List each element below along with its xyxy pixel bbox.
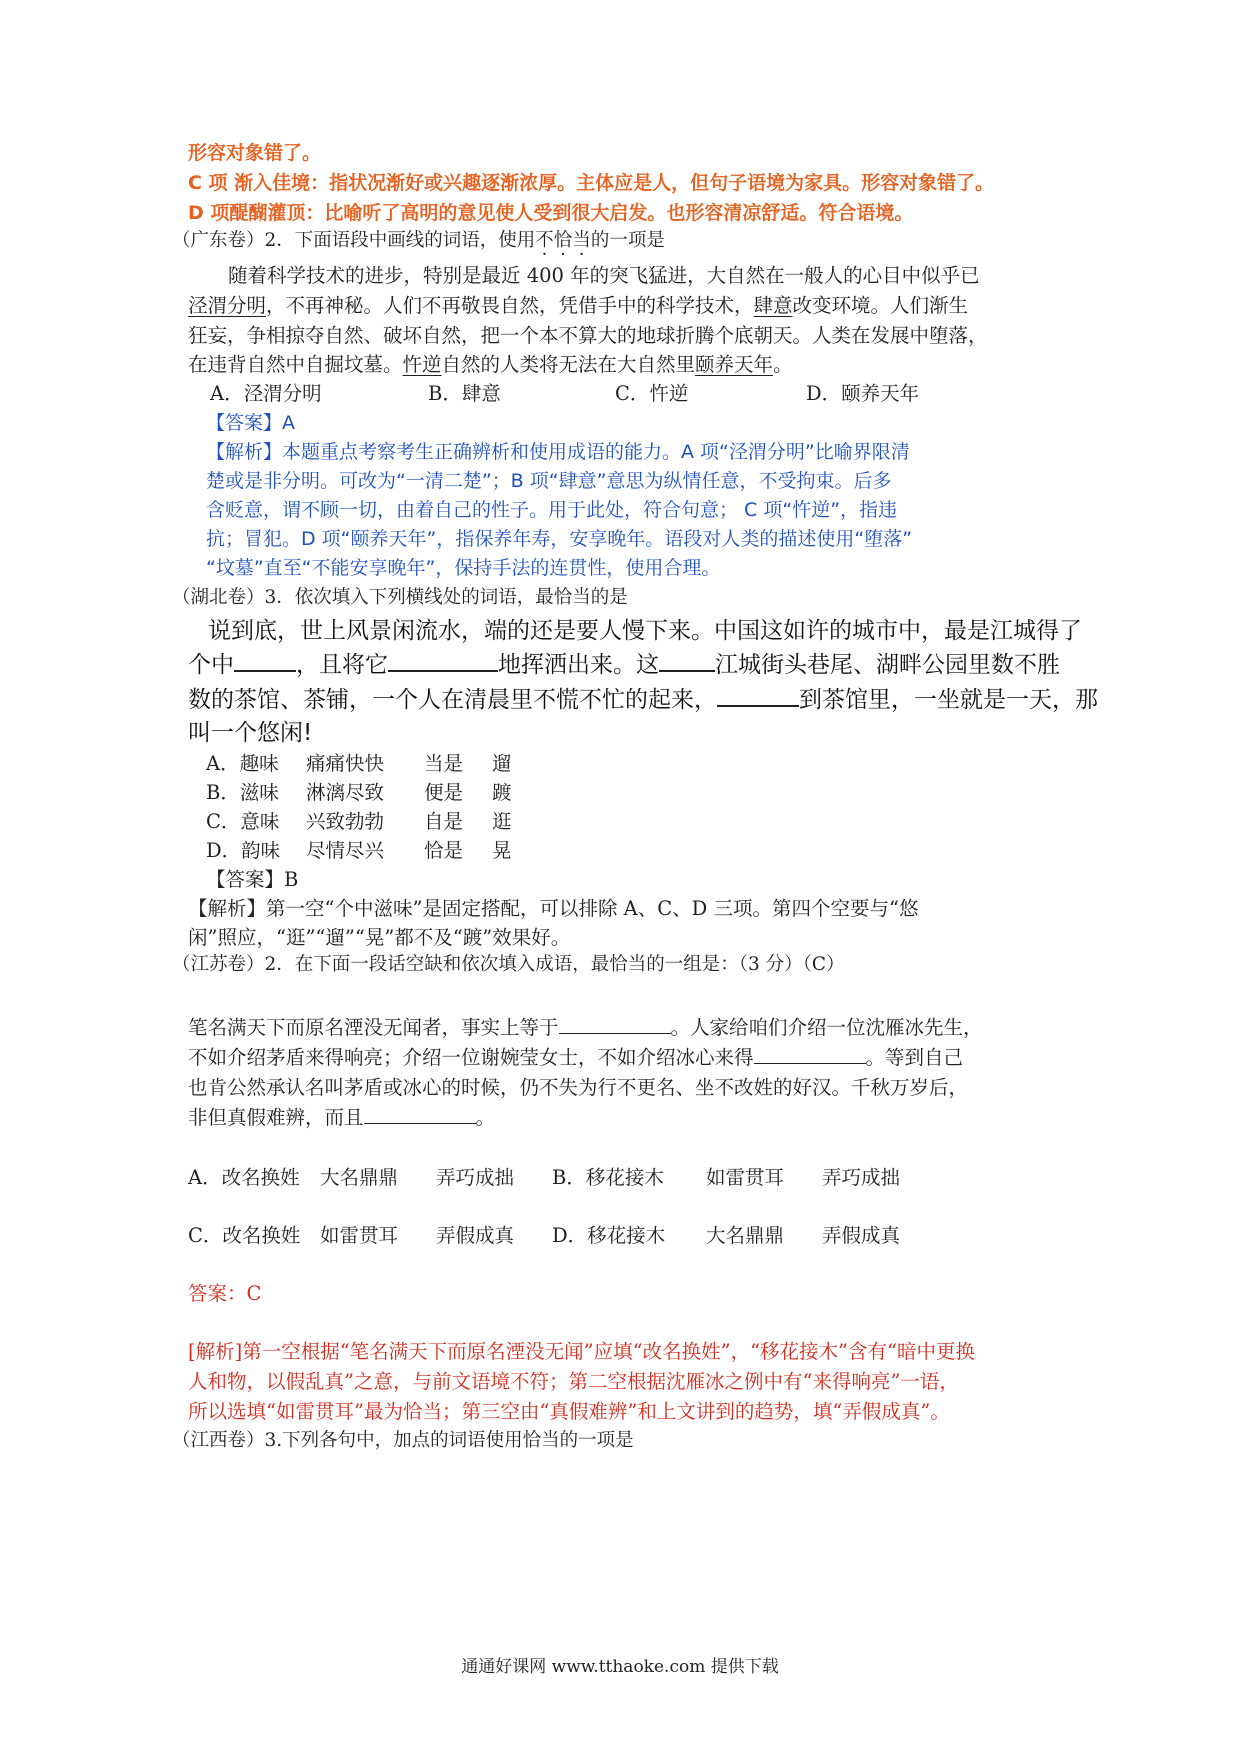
option-a-word3: 当是 bbox=[424, 752, 464, 775]
passage-line: 也肯公然承认名叫茅盾或冰心的时候，仍不失为行不更名、坐不改姓的好汉。千秋万岁后， bbox=[188, 1076, 969, 1099]
option-d: D．颐养天年 bbox=[806, 382, 920, 405]
option-b-word4: 踱 bbox=[492, 781, 512, 804]
passage-line: 非但真假难辨，而且 。 bbox=[188, 1102, 495, 1130]
option-b: B．移花接木 bbox=[552, 1166, 664, 1189]
option-c: C．忤逆 bbox=[615, 382, 689, 405]
passage-line: 叫一个悠闲! bbox=[188, 720, 313, 746]
option-a: A．泾渭分明 bbox=[210, 382, 322, 405]
option-b-word3: 弄巧成拙 bbox=[822, 1166, 901, 1189]
option-c: C．意味 bbox=[206, 810, 280, 833]
option-d-word4: 晃 bbox=[492, 839, 512, 862]
option-b-word2: 如雷贯耳 bbox=[706, 1166, 785, 1189]
passage-line: 随着科学技术的进步，特别是最近 400 年的突飞猛进，大自然在一般人的心目中似乎已 bbox=[228, 264, 980, 287]
question-hubei-3-heading: （湖北卷）3．依次填入下列横线处的词语，最恰当的是 bbox=[172, 587, 628, 608]
explanation-line: 闲”照应，“逛”“遛”“晃”都不及“踱”效果好。 bbox=[188, 926, 571, 949]
option-d-word2: 尽情尽兴 bbox=[306, 839, 385, 862]
passage-line: 泾渭分明，不再神秘。人们不再敬畏自然，凭借手中的科学技术，肆意改变环境。人们渐生 bbox=[188, 294, 969, 317]
option-c-word3: 弄假成真 bbox=[436, 1224, 515, 1247]
option-a-word4: 遛 bbox=[492, 752, 512, 775]
prev-explanation-d: D 项醍醐灌顶：比喻听了高明的意见使人受到很大启发。也形容清凉舒适。符合语境。 bbox=[188, 202, 914, 224]
option-a: A．改名换姓 bbox=[188, 1166, 300, 1189]
answer-label: 【答案】B bbox=[206, 868, 299, 891]
page-footer: 通通好课网 www.tthaoke.com 提供下载 bbox=[461, 1657, 779, 1677]
question-jiangsu-2-heading: （江苏卷）2．在下面一段话空缺和依次填入成语，最恰当的一组是：（3 分）（C） bbox=[172, 954, 845, 975]
passage-line: 在违背自然中自掘坟墓。忤逆自然的人类将无法在大自然里颐养天年。 bbox=[188, 353, 793, 376]
option-c-word2: 如雷贯耳 bbox=[320, 1224, 399, 1247]
option-d-word3: 恰是 bbox=[424, 839, 464, 862]
passage-line: 笔名满天下而原名湮没无闻者，事实上等于 。人家给咱们介绍一位沈雁冰先生， bbox=[188, 1012, 983, 1040]
explanation-line: 抗；冒犯。D 项“颐养天年”，指保养年寿，安享晚年。语段对人类的描述使用“堕落” bbox=[206, 528, 913, 550]
passage-line: 狂妄，争相掠夺自然、破坏自然，把一个本不算大的地球折腾个底朝天。人类在发展中堕落， bbox=[188, 324, 988, 347]
passage-line: 个中 ，且将它 地挥洒出来。这 江城街头巷尾、湖畔公园里数不胜 bbox=[188, 646, 1060, 679]
option-a-word2: 大名鼎鼎 bbox=[320, 1166, 399, 1189]
answer-label: 【答案】A bbox=[206, 412, 295, 434]
explanation-line: 含贬意，谓不顾一切，由着自己的性子。用于此处，符合句意； C 项“忤逆”，指违 bbox=[206, 499, 898, 521]
option-b: B．滋味 bbox=[206, 781, 279, 804]
question-guangdong-2-heading: （广东卷）2．下面语段中画线的词语，使用不恰当的一项是 bbox=[172, 230, 665, 251]
prev-explanation-c: C 项 渐入佳境：指状况渐好或兴趣逐渐浓厚。主体应是人，但句子语境为家具。形容对象错了。 bbox=[188, 172, 995, 194]
option-c-word3: 自是 bbox=[424, 810, 464, 833]
option-c-word2: 兴致勃勃 bbox=[306, 810, 385, 833]
option-c-word4: 逛 bbox=[492, 810, 512, 833]
option-a: A．趣味 bbox=[206, 752, 279, 775]
answer-label: 答案：C bbox=[188, 1282, 262, 1305]
option-c: C．改名换姓 bbox=[188, 1224, 301, 1247]
option-d: D．移花接木 bbox=[552, 1224, 666, 1247]
option-d: D．韵味 bbox=[206, 839, 281, 862]
passage-line: 不如介绍茅盾来得响亮；介绍一位谢婉莹女士，不如介绍冰心来得 。等到自己 bbox=[188, 1042, 963, 1070]
option-a-word3: 弄巧成拙 bbox=[436, 1166, 515, 1189]
explanation-line: 【解析】第一空“个中滋味”是固定搭配，可以排除 A、C、D 三项。第四个空要与“悠 bbox=[188, 897, 919, 920]
explanation-line: 所以选填“如雷贯耳”最为恰当；第三空由“真假难辨”和上文讲到的趋势，填“弄假成真”。 bbox=[188, 1400, 950, 1423]
option-b-word3: 便是 bbox=[424, 781, 464, 804]
option-d-word2: 大名鼎鼎 bbox=[706, 1224, 785, 1247]
explanation-line: 【解析】本题重点考察考生正确辨析和使用成语的能力。A 项“泾渭分明”比喻界限清 bbox=[206, 441, 910, 463]
option-b: B．肆意 bbox=[428, 382, 501, 405]
passage-line: 说到底，世上风景闲流水，端的还是要人慢下来。中国这如许的城市中，最是江城得了 bbox=[208, 618, 1082, 644]
explanation-line: 人和物，以假乱真”之意，与前文语境不符；第二空根据沈雁冰之例中有“来得响亮”一语， bbox=[188, 1370, 959, 1393]
passage-line: 数的茶馆、茶铺，一个人在清晨里不慌不忙的起来， 到茶馆里，一坐就是一天，那 bbox=[188, 681, 1098, 714]
option-d-word3: 弄假成真 bbox=[822, 1224, 901, 1247]
explanation-line: [解析]第一空根据“笔名满天下而原名湮没无闻”应填“改名换姓”，“移花接木”含有“暗中更换 bbox=[188, 1340, 975, 1363]
prev-explanation-tail: 形容对象错了。 bbox=[188, 142, 322, 164]
option-b-word2: 淋漓尽致 bbox=[306, 781, 385, 804]
option-a-word2: 痛痛快快 bbox=[306, 752, 385, 775]
question-jiangxi-3-heading: （江西卷）3.下列各句中，加点的词语使用恰当的一项是 bbox=[172, 1430, 634, 1451]
explanation-line: 楚或是非分明。可改为“一清二楚”；B 项“肆意”意思为纵情任意，不受拘束。后多 bbox=[206, 470, 892, 492]
explanation-line: “坟墓”直至“不能安享晚年”，保持手法的连贯性，使用合理。 bbox=[206, 557, 721, 579]
